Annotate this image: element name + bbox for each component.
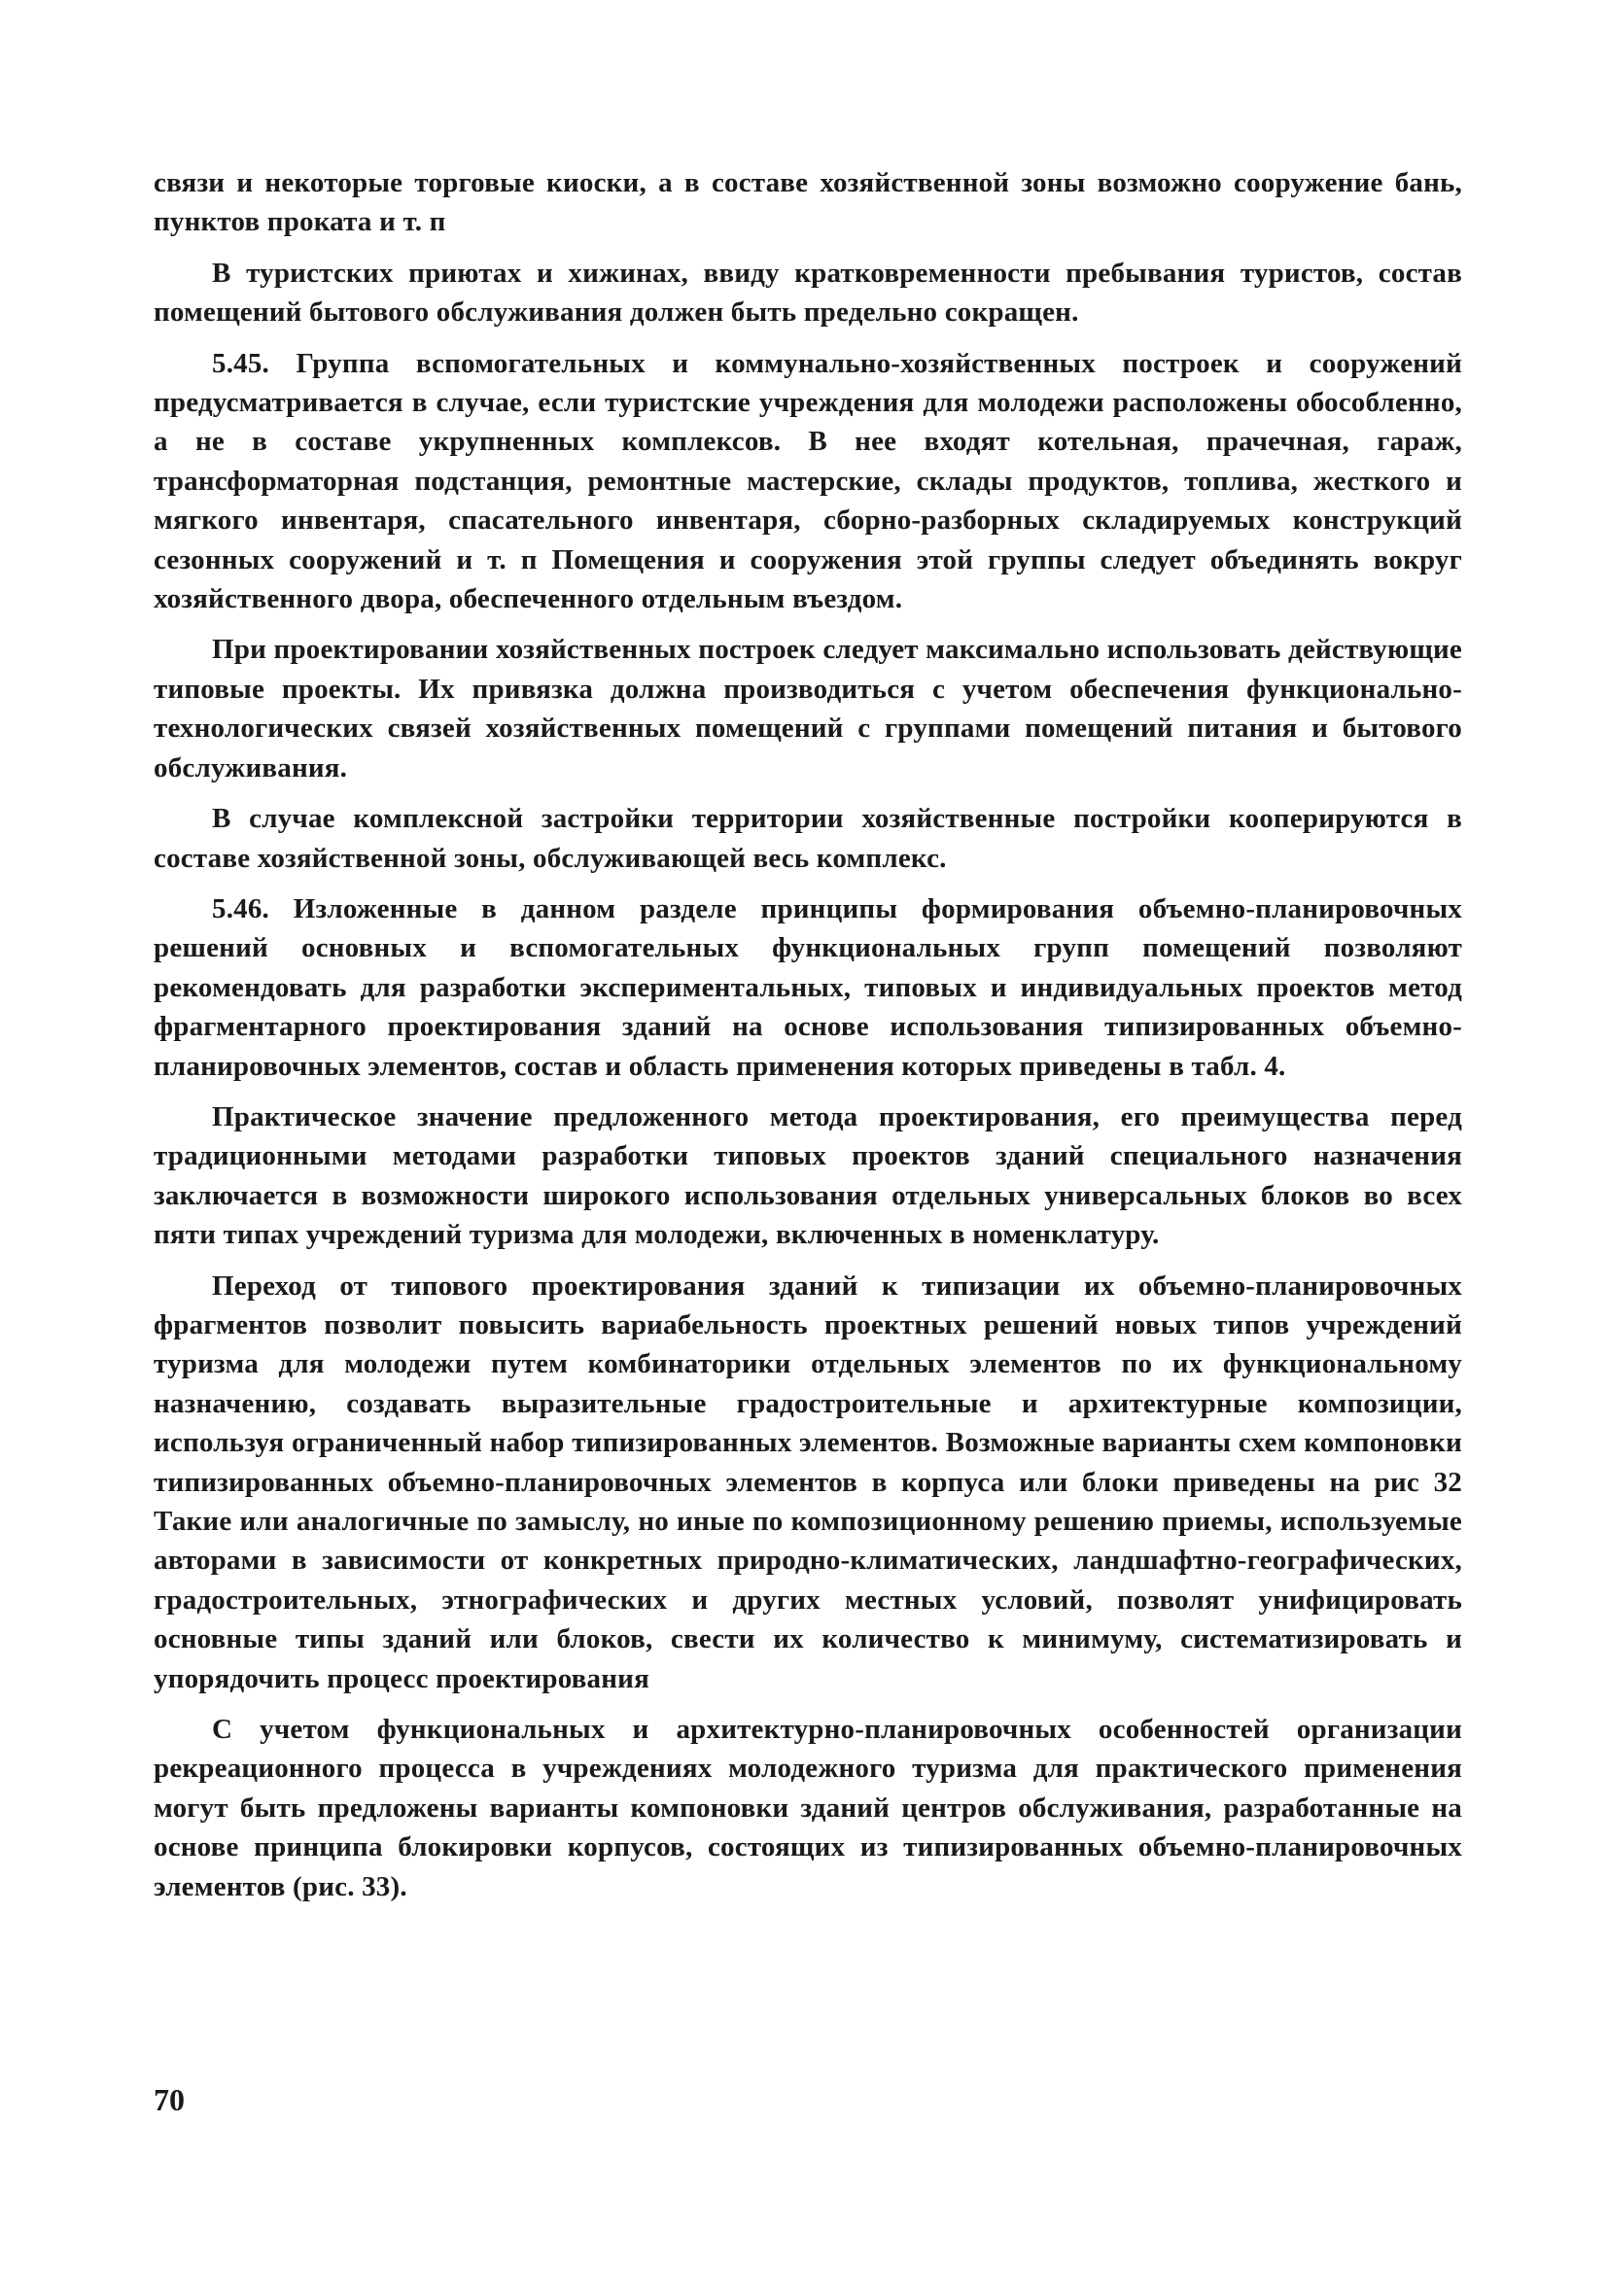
paragraph-text: При проектировании хозяйственных построек следует максимально использовать действующие типовые проекты. Их привязка должна производиться с учетом обеспечения функционально-технологических связей хозяйственных помещений с группами помещений питания и бытового обслуживания. — [154, 634, 1462, 783]
section-number: 5.45. — [212, 347, 269, 379]
paragraph-5 — [154, 799, 1462, 878]
paragraph-text: Переход от типового проектирования зданий к типизации их объемно-планировочных фрагментов позволит повысить вариабельность проектных решений новых типов учреждений туризма для молодежи путем комбинаторики отдельных элементов по их функциональному назначению, создавать выразительные градостроительные и архитектурные композиции, используя ограниченный набор типизированных элементов. Возможные варианты схем компоновки типизированных объемно-планировочных элементов в корпуса или блоки приведены на рис 32 Такие или аналогичные по замыслу, но иные по композиционному решению приемы, используемые авторами в зависимости от конкретных природно-климатических, ландшафтно-географических, градостроительных, этнографических и других местных условий, позволят унифицировать основные типы зданий или блоков, свести их количество к минимуму, систематизировать и упорядочить процесс проектирования — [154, 1270, 1462, 1694]
paragraph-text: Изложенные в данном разделе принципы формирования объемно-планировочных решений основных и вспомогательных функциональных групп помещений позволяют рекомендовать для разработки экспериментальных, типовых и индивидуальных проектов метод фрагментарного проектирования зданий на основе использования типизированных объемно-планировочных элементов, состав и область применения которых приведены в табл. 4. — [154, 892, 1462, 1082]
paragraph-8 — [154, 1267, 1462, 1698]
paragraph-4 — [154, 630, 1462, 787]
page-number: 70 — [154, 2082, 185, 2117]
paragraph-3-section-5-45 — [154, 344, 1462, 619]
paragraph-text: С учетом функциональных и архитектурно-планировочных особенностей организации рекреационного процесса в учреждениях молодежного туризма для практического применения могут быть предложены варианты компоновки зданий центров обслуживания, разработанные на основе принципа блокировки корпусов, состоящих из типизированных объемно-планировочных элементов (рис. 33). — [154, 1714, 1462, 1902]
paragraph-6-section-5-46 — [154, 889, 1462, 1086]
paragraph-9 — [154, 1710, 1462, 1906]
paragraph-1 — [154, 163, 1462, 242]
paragraph-text: В туристских приютах и хижинах, ввиду кратковременности пребывания туристов, состав помещений бытового обслуживания должен быть предельно сокращен. — [154, 257, 1462, 329]
paragraph-text: В случае комплексной застройки территории хозяйственные постройки кооперируются в составе хозяйственной зоны, обслуживающей весь комплекс. — [154, 803, 1462, 874]
paragraph-text: Группа вспомогательных и коммунально-хозяйственных построек и сооружений предусматривается в случае, если туристские учреждения для молодежи расположены обособленно, а не в составе укрупненных комплексов. В нее входят котельная, прачечная, гараж, трансформаторная подстанция, ремонтные мастерские, склады продуктов, топлива, жесткого и мягкого инвентаря, спасательного инвентаря, сборно-разборных складируемых конструкций сезонных сооружений и т. п Помещения и сооружения этой группы следует объединять вокруг хозяйственного двора, обеспеченного отдельным въездом. — [154, 347, 1462, 615]
section-number: 5.46. — [212, 892, 269, 924]
paragraph-7 — [154, 1097, 1462, 1255]
body-text — [154, 163, 1462, 1918]
paragraph-2 — [154, 254, 1462, 332]
paragraph-text: связи и некоторые торговые киоски, а в составе хозяйственной зоны возможно сооружение бань, пунктов проката и т. п — [154, 167, 1462, 238]
paragraph-text: Практическое значение предложенного метода проектирования, его преимущества перед традиционными методами разработки типовых проектов зданий специального назначения заключается в возможности широкого использования отдельных универсальных блоков во всех пяти типах учреждений туризма для молодежи, включенных в номенклатуру. — [154, 1100, 1462, 1251]
